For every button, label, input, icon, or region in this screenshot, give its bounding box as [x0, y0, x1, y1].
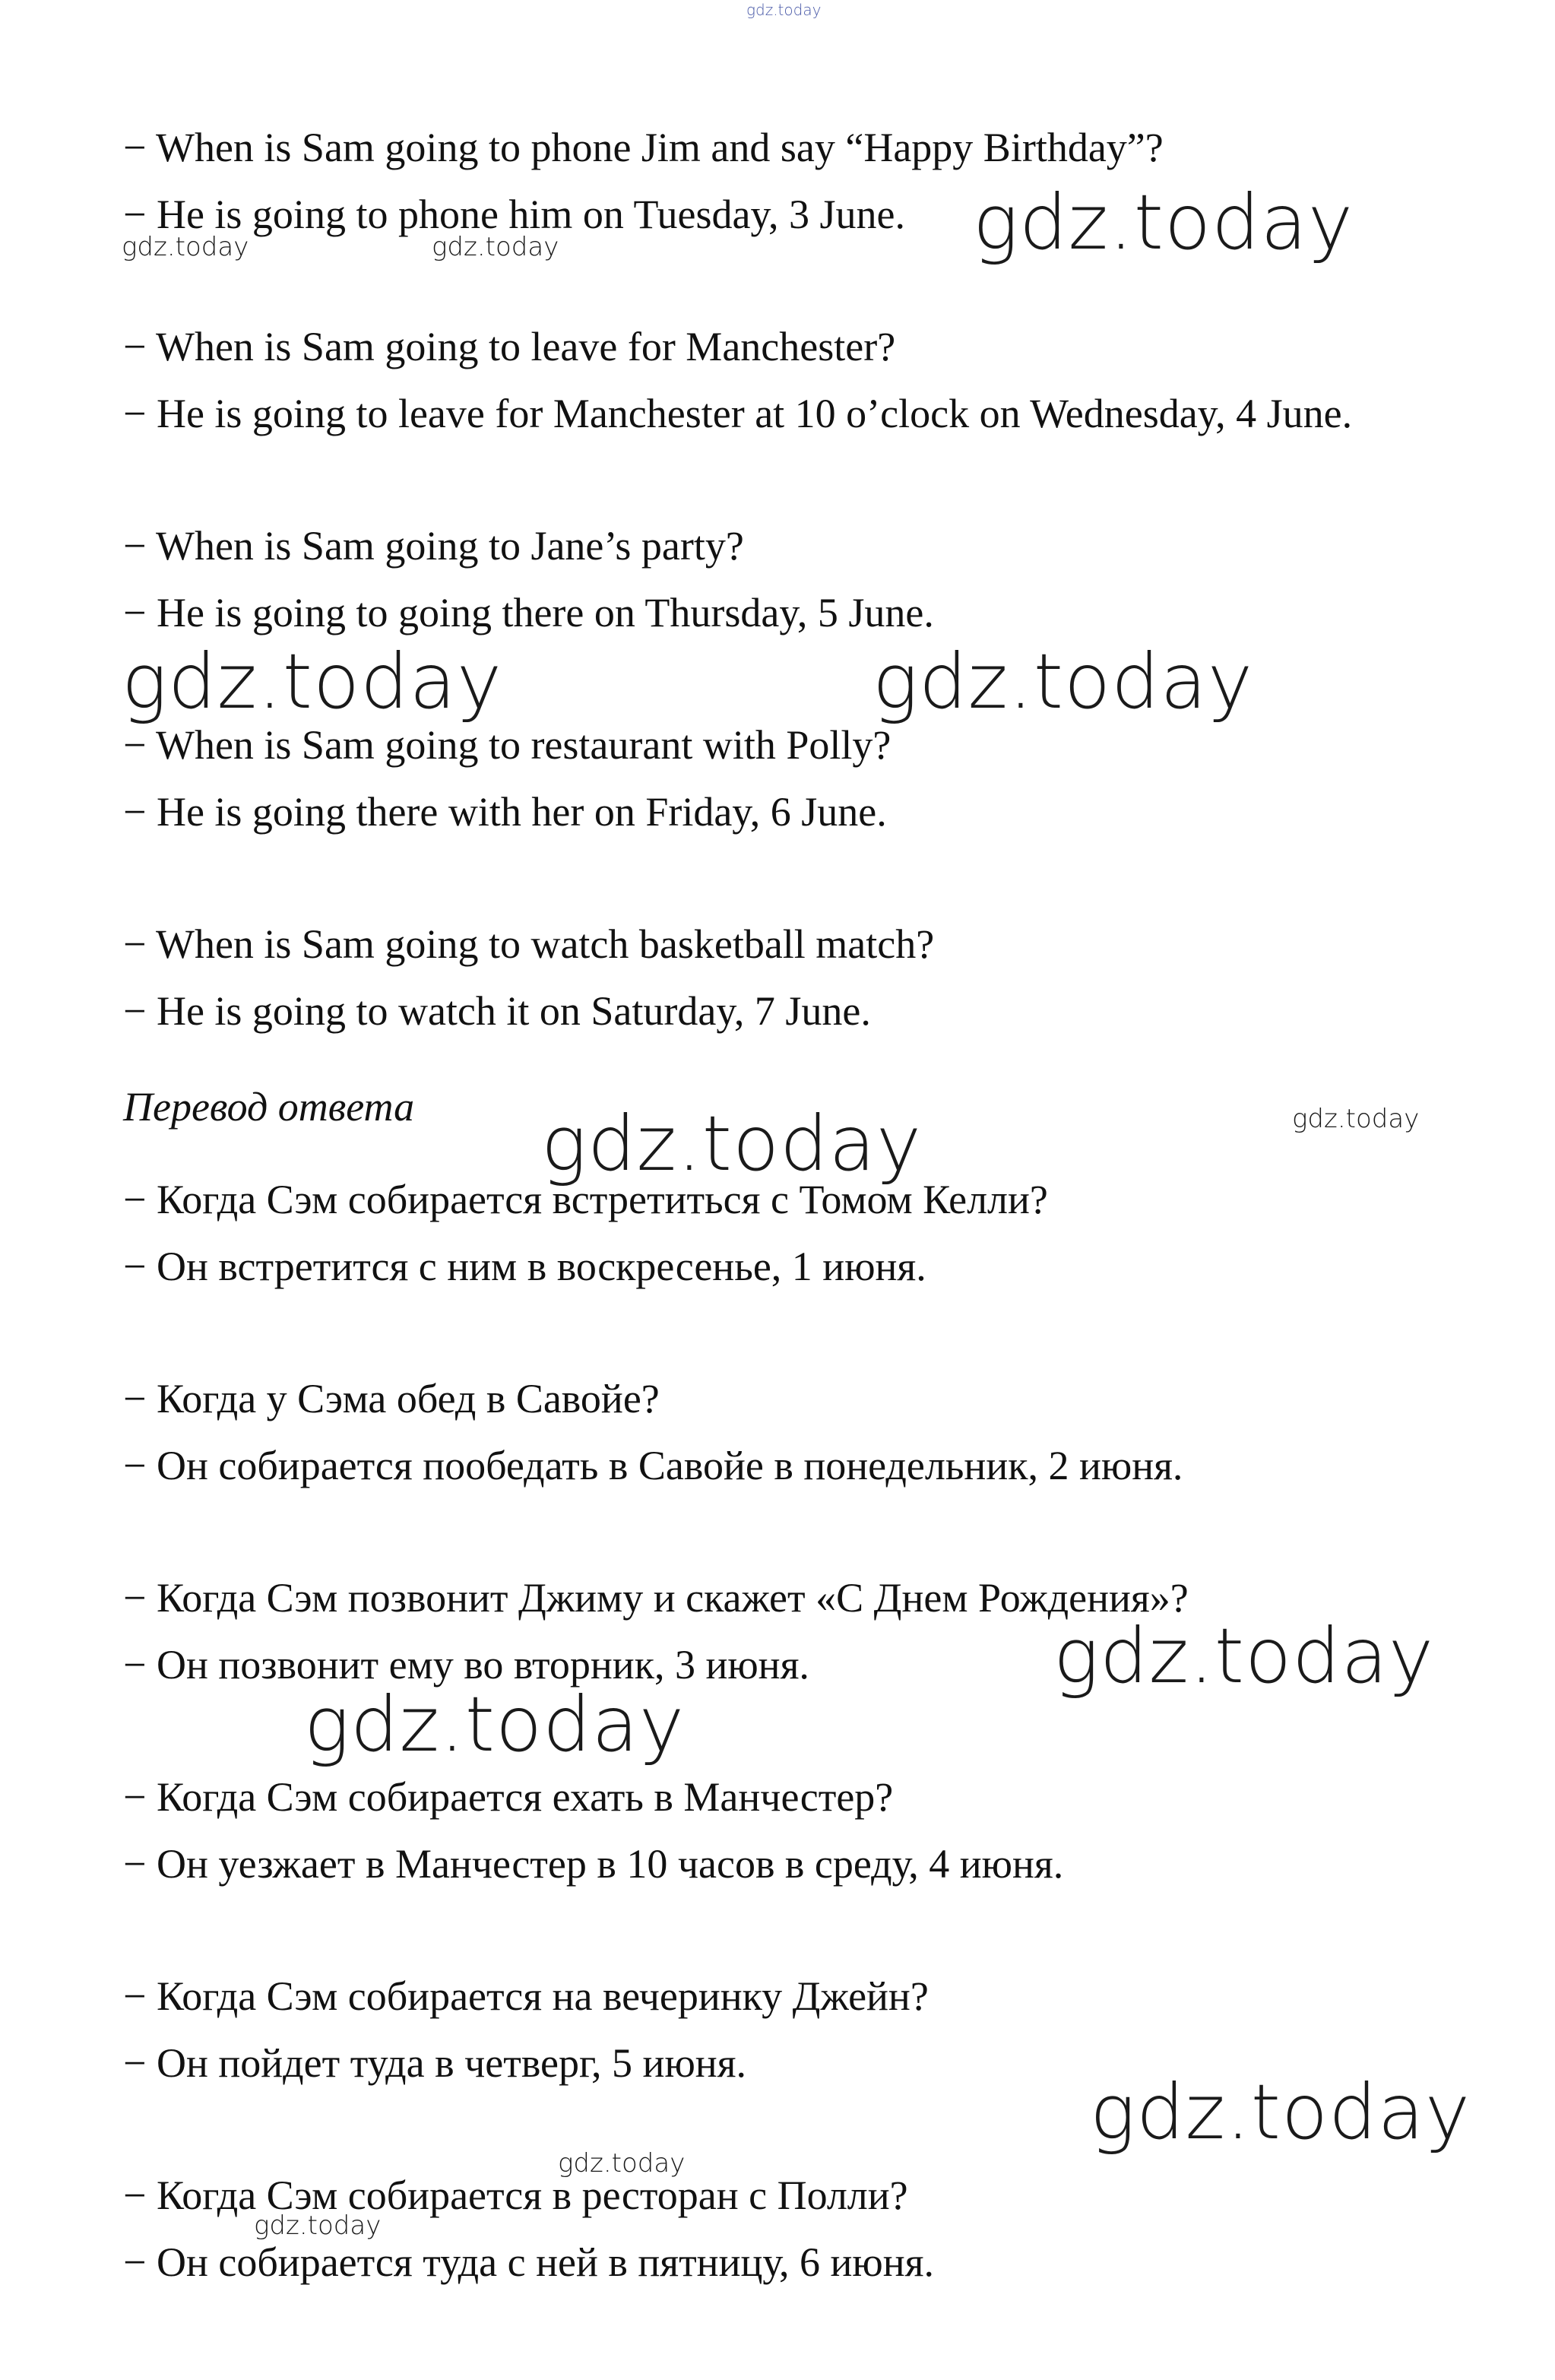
translation-line-11: − Когда Сэм собирается в ресторан с Полли?	[123, 2172, 908, 2218]
translation-line-4: − Он собирается пообедать в Савойе в понедельник, 2 июня.	[123, 1443, 1183, 1488]
english-line-8: − He is going there with her on Friday, 6 June.	[123, 789, 887, 835]
english-line-4: − He is going to leave for Manchester at 10 o’clock on Wednesday, 4 June.	[123, 391, 1353, 436]
watermark-large: gdz.today	[541, 1099, 923, 1188]
translation-line-10: − Он пойдет туда в четверг, 5 июня.	[123, 2040, 747, 2086]
english-line-5: − When is Sam going to Jane’s party?	[123, 523, 744, 569]
english-line-1: − When is Sam going to phone Jim and say “Happy Birthday”?	[123, 125, 1164, 170]
watermark-large: gdz.today	[304, 1680, 686, 1769]
translation-heading: Перевод ответа	[123, 1084, 415, 1130]
translation-line-9: − Когда Сэм собирается на вечеринку Джейн?	[123, 1973, 929, 2019]
watermark-small: gdz.today	[122, 232, 249, 262]
translation-line-1: − Когда Сэм собирается встретиться с Томом Келли?	[123, 1177, 1048, 1222]
watermark-large: gdz.today	[973, 178, 1354, 267]
translation-line-3: − Когда у Сэма обед в Савойе?	[123, 1376, 660, 1421]
translation-line-5: − Когда Сэм позвонит Джиму и скажет «С Днем Рождения»?	[123, 1575, 1189, 1621]
watermark-small: gdz.today	[558, 2148, 686, 2179]
english-line-6: − He is going to going there on Thursday, 5 June.	[123, 590, 934, 635]
watermark-large: gdz.today	[1053, 1611, 1435, 1700]
english-line-9: − When is Sam going to watch basketball match?	[123, 921, 935, 967]
english-line-2: − He is going to phone him on Tuesday, 3 June.	[123, 192, 905, 237]
translation-line-2: − Он встретится с ним в воскресенье, 1 июня.	[123, 1244, 926, 1289]
watermark-small: gdz.today	[1292, 1104, 1420, 1134]
translation-line-8: − Он уезжает в Манчестер в 10 часов в среду, 4 июня.	[123, 1841, 1064, 1887]
translation-line-6: − Он позвонит ему во вторник, 3 июня.	[123, 1642, 809, 1688]
watermark-small: gdz.today	[432, 232, 559, 262]
watermark-small: gdz.today	[254, 2210, 382, 2241]
english-line-3: − When is Sam going to leave for Manchester?	[123, 324, 896, 369]
watermark-large: gdz.today	[873, 637, 1254, 726]
translation-line-12: − Он собирается туда с ней в пятницу, 6 июня.	[123, 2239, 934, 2285]
watermark-large: gdz.today	[122, 637, 503, 726]
translation-line-7: − Когда Сэм собирается ехать в Манчестер?	[123, 1774, 894, 1820]
watermark-large: gdz.today	[1090, 2068, 1471, 2157]
english-line-7: − When is Sam going to restaurant with Polly?	[123, 722, 892, 768]
english-line-10: − He is going to watch it on Saturday, 7 June.	[123, 988, 871, 1034]
watermark-top: gdz.today	[746, 1, 822, 19]
